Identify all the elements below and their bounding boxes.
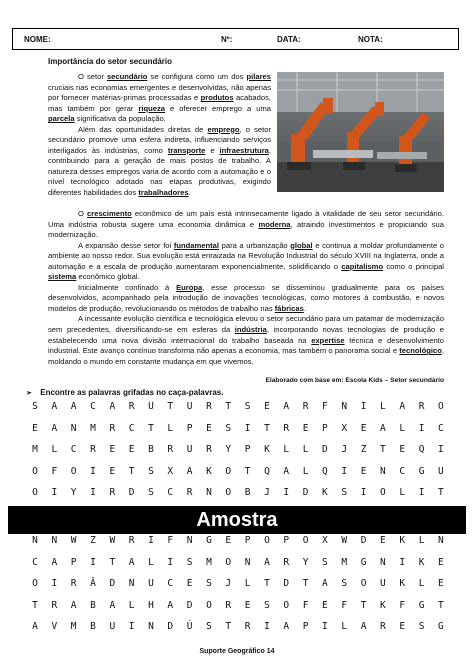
grid-letter[interactable]: I — [264, 621, 270, 633]
grid-letter[interactable]: K — [264, 444, 270, 456]
grid-letter[interactable]: S — [148, 465, 154, 477]
grid-letter[interactable]: B — [90, 599, 96, 611]
grid-letter[interactable]: I — [90, 556, 96, 568]
grid-row — [28, 600, 448, 622]
grid-letter[interactable]: A — [32, 621, 38, 633]
grid-letter[interactable]: N — [51, 535, 58, 546]
grid-letter[interactable]: E — [322, 599, 328, 611]
grid-letter[interactable]: L — [341, 621, 348, 633]
grid-letter[interactable]: S — [148, 487, 154, 499]
paragraph — [48, 125, 271, 199]
grid-letter[interactable]: S — [32, 401, 38, 412]
grid-letter[interactable]: F — [167, 535, 174, 546]
paragraph — [48, 283, 444, 315]
grid-letter[interactable]: R — [244, 621, 251, 633]
grid-letter[interactable]: D — [322, 444, 328, 456]
grid-letter[interactable]: R — [90, 444, 96, 456]
grid-letter[interactable]: T — [438, 599, 444, 611]
grid-letter[interactable]: O — [264, 535, 270, 546]
grid-letter[interactable]: E — [302, 422, 309, 434]
number-label: Nº: — [221, 35, 233, 44]
grid-letter[interactable]: R — [418, 401, 425, 412]
grid-letter[interactable]: E — [399, 621, 406, 633]
grid-letter[interactable]: A — [109, 599, 116, 611]
grid-letter[interactable]: C — [167, 487, 174, 499]
text-run: O setor — [78, 72, 107, 81]
grid-letter[interactable]: H — [148, 599, 154, 611]
grid-letter[interactable]: A — [264, 556, 270, 568]
grid-letter[interactable]: Ú — [186, 621, 193, 633]
grid-letter[interactable]: S — [206, 578, 212, 590]
text-run: , contribuindo para a geração de mais postos de trabalho. A natureza desses empregos varia de acordo com a automação e o nível tecnológico adotado nas etapas produtivas, exigindo diferentes habilidades dos — [48, 145, 271, 198]
grid-row — [28, 535, 448, 557]
grid-letter[interactable]: A — [167, 599, 174, 611]
grid-letter[interactable]: U — [438, 465, 444, 477]
grid-letter[interactable]: N — [380, 465, 386, 477]
grid-letter[interactable]: C — [128, 422, 135, 434]
grid-letter[interactable]: X — [322, 535, 328, 546]
grid-letter[interactable]: M — [90, 422, 96, 434]
date-label: DATA: — [277, 35, 301, 44]
grid-letter[interactable]: O — [380, 487, 386, 499]
grid-letter[interactable]: K — [399, 578, 406, 590]
grid-letter[interactable]: O — [283, 599, 290, 611]
grid-letter[interactable]: J — [264, 487, 270, 499]
grid-letter[interactable]: L — [244, 578, 251, 590]
grid-letter[interactable]: F — [302, 599, 309, 611]
grid-letter[interactable]: D — [128, 487, 135, 499]
grid-letter[interactable]: U — [109, 621, 116, 633]
text-run: cruciais nas economias emergentes e desenvolvidas, não apenas por fornecer matérias-primas processadas e — [48, 82, 271, 103]
grid-letter[interactable]: L — [283, 444, 290, 456]
grid-letter[interactable]: I — [90, 487, 96, 499]
grid-letter[interactable]: R — [206, 401, 212, 412]
grid-letter[interactable]: A — [51, 556, 58, 568]
grid-letter[interactable]: T — [438, 487, 444, 499]
grid-letter[interactable]: A — [186, 465, 193, 477]
grid-letter[interactable]: D — [186, 599, 193, 611]
grid-letter[interactable]: R — [70, 578, 77, 590]
grid-letter[interactable]: T — [148, 422, 154, 434]
grid-letter[interactable]: Q — [264, 465, 270, 477]
paragraph — [48, 209, 444, 241]
grid-letter[interactable]: W — [70, 535, 77, 546]
grid-letter[interactable]: E — [225, 535, 232, 546]
grid-letter[interactable]: E — [109, 465, 116, 477]
grid-letter[interactable]: E — [380, 535, 386, 546]
grid-letter[interactable]: I — [148, 535, 154, 546]
grid-letter[interactable]: T — [264, 422, 270, 434]
grid-letter[interactable]: T — [380, 444, 386, 456]
grid-letter[interactable]: L — [418, 578, 425, 590]
grid-letter[interactable]: W — [109, 535, 116, 546]
highlighted-word: emprego — [207, 124, 240, 134]
grid-letter[interactable]: R — [128, 401, 135, 412]
grid-letter[interactable]: S — [206, 621, 212, 633]
grid-letter[interactable]: E — [206, 422, 212, 434]
grid-letter[interactable]: C — [70, 444, 77, 456]
grid-letter[interactable]: N — [148, 621, 154, 633]
highlighted-word: Europa — [176, 282, 203, 292]
grid-letter[interactable]: L — [302, 444, 309, 456]
highlighted-word: transporte — [167, 145, 206, 155]
grid-letter[interactable]: N — [341, 401, 348, 412]
highlighted-word: global — [290, 240, 313, 250]
grid-letter[interactable]: R — [302, 401, 309, 412]
grid-letter[interactable]: C — [399, 465, 406, 477]
text-run: significativa da população. — [74, 114, 166, 124]
text-run: e — [205, 145, 220, 155]
sample-watermark-banner: Amostra — [8, 506, 466, 534]
grid-letter[interactable]: E — [360, 465, 367, 477]
arrow-bullet-icon: ➢ — [26, 390, 32, 397]
text-run: A incessante evolução científica e tecnológica elevou o setor secundário para um patamar de modernização sem precedentes, diversificando-se em esferas da — [48, 314, 444, 335]
grid-letter[interactable]: F — [341, 599, 348, 611]
grid-letter[interactable]: L — [51, 444, 58, 456]
highlighted-word: produtos — [200, 93, 234, 103]
highlighted-word: infraestrutura — [219, 145, 269, 155]
grid-letter[interactable]: F — [399, 599, 406, 611]
paragraph — [48, 314, 444, 367]
grid-letter[interactable]: A — [399, 401, 406, 412]
text-run: econômico de um país está intrinsecamente ligado à vitalidade de seu setor secundário. Uma indústria robusta sugere uma economia dinâmica e — [48, 209, 444, 229]
grid-letter[interactable]: T — [302, 578, 309, 590]
grid-letter[interactable]: E — [438, 556, 444, 568]
grid-letter[interactable]: Y — [302, 556, 309, 568]
grid-letter[interactable]: A — [283, 465, 290, 477]
highlighted-word: parcela — [48, 114, 75, 124]
grid-letter[interactable]: T — [244, 465, 251, 477]
grid-letter[interactable]: W — [341, 535, 348, 546]
grid-letter[interactable]: I — [418, 422, 425, 434]
grid-letter[interactable]: D — [283, 578, 290, 590]
grid-letter[interactable]: T — [32, 599, 38, 611]
grid-letter[interactable]: C — [32, 556, 38, 568]
grid-letter[interactable]: P — [186, 422, 193, 434]
grid-letter[interactable]: Q — [418, 444, 425, 456]
grid-letter[interactable]: S — [418, 621, 425, 633]
highlighted-word: pilares — [246, 72, 271, 81]
text-run: A expansão desse setor foi — [78, 240, 174, 250]
grid-letter[interactable]: E — [244, 599, 251, 611]
grid-letter[interactable]: T — [225, 401, 232, 412]
name-label: NOME: — [24, 35, 51, 44]
factory-robot-photo — [277, 72, 444, 192]
text-run: , o setor secundário promove uma esfera indireta, influenciando serviços interligados às indústrias, como — [48, 124, 272, 155]
text-run: para a urbanização — [219, 240, 291, 250]
grid-letter[interactable]: A — [322, 578, 328, 590]
grid-letter[interactable]: Â — [90, 578, 96, 590]
grid-letter[interactable]: X — [341, 422, 348, 434]
grid-letter[interactable]: O — [360, 578, 367, 590]
grid-letter[interactable]: G — [438, 621, 444, 633]
grade-label: NOTA: — [358, 35, 383, 44]
grid-letter[interactable]: L — [418, 535, 425, 546]
instruction — [26, 388, 223, 397]
grid-letter[interactable]: T — [109, 556, 116, 568]
grid-letter[interactable]: L — [399, 422, 406, 434]
grid-letter[interactable]: M — [341, 556, 348, 568]
grid-letter[interactable]: B — [90, 621, 96, 633]
grid-letter[interactable]: A — [128, 556, 135, 568]
grid-letter[interactable]: R — [109, 422, 116, 434]
grid-letter[interactable]: R — [283, 556, 290, 568]
grid-letter[interactable]: O — [32, 465, 38, 477]
grid-letter[interactable]: T — [264, 578, 270, 590]
grid-letter[interactable]: J — [225, 578, 232, 590]
grid-letter[interactable]: S — [341, 578, 348, 590]
grid-letter[interactable]: E — [186, 578, 193, 590]
grid-letter[interactable]: D — [167, 621, 174, 633]
grid-letter[interactable]: I — [244, 422, 251, 434]
grid-letter[interactable]: U — [186, 401, 193, 412]
grid-letter[interactable]: I — [322, 621, 328, 633]
grid-letter[interactable]: O — [302, 535, 309, 546]
grid-letter[interactable]: L — [128, 599, 135, 611]
grid-letter[interactable]: X — [167, 465, 174, 477]
grid-letter[interactable]: A — [380, 422, 386, 434]
highlighted-word: sistema — [48, 272, 77, 282]
grid-letter[interactable]: N — [438, 535, 444, 546]
grid-row — [28, 621, 448, 643]
grid-letter[interactable]: C — [438, 422, 444, 434]
grid-letter[interactable]: E — [32, 422, 38, 434]
grid-letter[interactable]: P — [283, 535, 290, 546]
text-run: como o principal — [383, 261, 444, 271]
grid-letter[interactable]: O — [32, 487, 38, 499]
grid-letter[interactable]: N — [128, 578, 135, 590]
grid-letter[interactable]: Z — [360, 444, 367, 456]
grid-letter[interactable]: T — [225, 621, 232, 633]
grid-letter[interactable]: G — [206, 535, 212, 546]
student-info-header — [12, 28, 459, 50]
grid-letter[interactable]: R — [206, 444, 212, 456]
grid-letter[interactable]: N — [32, 535, 38, 546]
grid-letter[interactable]: P — [70, 556, 77, 568]
text-run: . — [303, 303, 306, 313]
grid-letter[interactable]: N — [206, 487, 212, 499]
grid-letter[interactable]: M — [206, 556, 212, 568]
grid-letter[interactable]: K — [206, 465, 212, 477]
grid-letter[interactable]: G — [418, 599, 425, 611]
robot-arms-illustration — [277, 72, 444, 192]
grid-letter[interactable]: D — [360, 535, 367, 546]
highlighted-word: secundário — [106, 72, 148, 81]
grid-letter[interactable]: T — [167, 401, 174, 412]
highlighted-word: tecnológico — [399, 346, 442, 356]
grid-letter[interactable]: L — [148, 556, 154, 568]
text-run: acabados, mas também por gerar — [48, 93, 272, 113]
grid-letter[interactable]: I — [438, 444, 444, 456]
grid-letter[interactable]: N — [380, 556, 386, 568]
grid-letter[interactable]: S — [341, 487, 348, 499]
grid-letter[interactable]: R — [128, 535, 135, 546]
grid-letter[interactable]: L — [167, 422, 174, 434]
grid-row — [28, 444, 448, 466]
grid-letter[interactable]: Y — [225, 444, 232, 456]
highlighted-word: trabalhadores — [138, 188, 189, 198]
grid-letter[interactable]: U — [148, 401, 154, 412]
grid-letter[interactable]: E — [399, 444, 406, 456]
grid-letter[interactable]: G — [360, 556, 367, 568]
grid-letter[interactable]: R — [225, 599, 232, 611]
grid-letter[interactable]: R — [109, 487, 116, 499]
grid-letter[interactable]: D — [302, 487, 309, 499]
grid-letter[interactable]: U — [186, 444, 193, 456]
grid-letter[interactable]: I — [341, 465, 348, 477]
grid-letter[interactable]: I — [167, 556, 174, 568]
grid-letter[interactable]: B — [148, 444, 154, 456]
grid-letter[interactable]: K — [418, 556, 425, 568]
grid-letter[interactable]: E — [109, 444, 116, 456]
text-run: técnica e desenvolvimento industrial. Este avanço contínuo transforma não apenas a economia, mas também o panorama social e — [48, 335, 445, 356]
highlighted-word: fábricas — [274, 303, 304, 313]
grid-letter[interactable]: O — [206, 599, 212, 611]
grid-letter[interactable]: L — [302, 465, 309, 477]
grid-letter[interactable]: I — [418, 487, 425, 499]
grid-letter[interactable]: L — [399, 487, 406, 499]
grid-letter[interactable]: A — [51, 422, 58, 434]
paragraph — [48, 241, 444, 283]
grid-letter[interactable]: V — [51, 621, 58, 633]
text-run: Além das oportunidades diretas de — [78, 124, 208, 134]
grid-letter[interactable]: O — [225, 556, 232, 568]
grid-letter[interactable]: I — [283, 487, 290, 499]
grid-letter[interactable]: I — [51, 487, 58, 499]
highlighted-word: expertise — [311, 335, 345, 345]
grid-letter[interactable]: A — [70, 599, 77, 611]
grid-letter[interactable]: P — [302, 621, 309, 633]
grid-letter[interactable]: N — [70, 422, 77, 434]
grid-letter[interactable]: O — [32, 578, 38, 590]
grid-row — [28, 578, 448, 600]
grid-row — [28, 423, 448, 445]
grid-letter[interactable]: A — [283, 621, 290, 633]
grid-row — [28, 466, 448, 488]
highlighted-word: moderna — [258, 219, 291, 229]
grid-letter[interactable]: F — [51, 465, 58, 477]
grid-letter[interactable]: E — [438, 578, 444, 590]
grid-letter[interactable]: N — [186, 535, 193, 546]
grid-row — [28, 557, 448, 579]
grid-letter[interactable]: I — [90, 465, 96, 477]
grid-letter[interactable]: N — [244, 556, 251, 568]
grid-letter[interactable]: M — [32, 444, 38, 456]
grid-letter[interactable]: E — [128, 444, 135, 456]
highlighted-word: capitalismo — [341, 261, 384, 271]
grid-letter[interactable]: Z — [90, 535, 96, 546]
highlighted-word: riqueza — [138, 103, 166, 113]
grid-letter[interactable]: Q — [322, 465, 328, 477]
grid-letter[interactable]: K — [399, 535, 406, 546]
instruction-text: Encontre as palavras grifadas no caça-palavras. — [40, 388, 224, 397]
grid-letter[interactable]: A — [70, 401, 77, 412]
text-run: . — [188, 188, 191, 198]
text-column-left — [48, 72, 271, 199]
grid-letter[interactable]: I — [51, 578, 58, 590]
grid-letter[interactable]: S — [264, 599, 270, 611]
grid-letter[interactable]: I — [360, 487, 367, 499]
highlighted-word: fundamental — [173, 240, 219, 250]
grid-letter[interactable]: P — [244, 535, 251, 546]
text-run: e continua a moldar profundamente o ambiente ao nosso redor. Sua evolução está enraizada na Revolução Industrial do século XVIII na Inglaterra, onde a automação e a escala de produção aumentaram exponencialmente, solidificando o — [48, 240, 445, 271]
grid-letter[interactable]: B — [244, 487, 251, 499]
text-run: , atraindo investimentos e propiciando sua modernização. — [48, 219, 444, 240]
grid-letter[interactable]: O — [225, 487, 232, 499]
grid-letter[interactable]: C — [90, 401, 96, 412]
grid-letter[interactable]: R — [283, 422, 290, 434]
grid-letter[interactable]: S — [244, 401, 251, 412]
grid-letter[interactable]: F — [322, 401, 328, 412]
grid-letter[interactable]: T — [360, 599, 367, 611]
text-body-full-width — [48, 209, 444, 367]
grid-letter[interactable]: J — [341, 444, 348, 456]
highlighted-word: crescimento — [87, 209, 132, 218]
grid-letter[interactable]: I — [399, 556, 406, 568]
grid-letter[interactable]: Y — [70, 487, 77, 499]
text-run: , moldando o mundo em constante mudança em que vivemos. — [48, 346, 444, 366]
grid-letter[interactable]: S — [186, 556, 193, 568]
grid-letter[interactable]: G — [418, 465, 425, 477]
grid-letter[interactable]: C — [167, 578, 174, 590]
grid-letter[interactable]: A — [283, 401, 290, 412]
grid-letter[interactable]: O — [70, 465, 77, 477]
grid-letter[interactable]: I — [360, 401, 367, 412]
grid-letter[interactable]: P — [244, 444, 251, 456]
grid-letter[interactable]: I — [128, 621, 135, 633]
word-search-grid-top — [28, 401, 448, 509]
text-run: , esse processo se disseminou gradualmente para os países desenvolvidos, acompanhado pela introdução de inovações tecnológicas, como motores à combustão, e novos modelos de produção, revolucionando os métodos de trabalho nas — [48, 282, 444, 313]
grid-letter[interactable]: A — [51, 401, 58, 412]
grid-letter[interactable]: U — [148, 578, 154, 590]
word-search-grid-bottom — [28, 535, 448, 643]
highlighted-word: indústria — [234, 325, 267, 335]
footer-brand: Suporte Geográfico 14 — [199, 648, 275, 655]
paragraph — [48, 72, 271, 125]
grid-letter[interactable]: P — [322, 422, 328, 434]
text-run: , incorporando novas tecnologias de produção e estabelecendo uma nova divisão internacional do trabalho baseada na — [48, 325, 444, 345]
grid-letter[interactable]: K — [322, 487, 328, 499]
text-title: Importância do setor secundário — [48, 57, 173, 66]
grid-letter[interactable]: M — [70, 621, 77, 633]
grid-letter[interactable]: L — [380, 401, 386, 412]
text-run: Inicialmente confinado à — [78, 282, 177, 292]
text-run: e oferecer emprego a uma — [165, 103, 271, 113]
grid-letter[interactable]: S — [225, 422, 232, 434]
grid-letter[interactable]: E — [360, 422, 367, 434]
grid-letter[interactable]: R — [167, 444, 174, 456]
grid-letter[interactable]: O — [438, 401, 444, 412]
grid-letter[interactable]: D — [109, 578, 116, 590]
grid-letter[interactable]: K — [380, 599, 386, 611]
grid-letter[interactable]: S — [322, 556, 328, 568]
text-run: econômico global. — [76, 272, 140, 282]
source-credit: Elaborado com base em: Escola Kids – Setor secundário — [265, 377, 444, 384]
text-run: O — [78, 209, 88, 218]
grid-letter[interactable]: R — [380, 621, 386, 633]
grid-letter[interactable]: R — [51, 599, 58, 611]
grid-letter[interactable]: T — [128, 465, 135, 477]
grid-letter[interactable]: A — [360, 621, 367, 633]
grid-letter[interactable]: A — [109, 401, 116, 412]
grid-letter[interactable]: O — [225, 465, 232, 477]
grid-row — [28, 401, 448, 423]
grid-letter[interactable]: R — [186, 487, 193, 499]
grid-letter[interactable]: E — [264, 401, 270, 412]
grid-letter[interactable]: U — [380, 578, 386, 590]
text-run: se configura como um dos — [147, 72, 247, 81]
